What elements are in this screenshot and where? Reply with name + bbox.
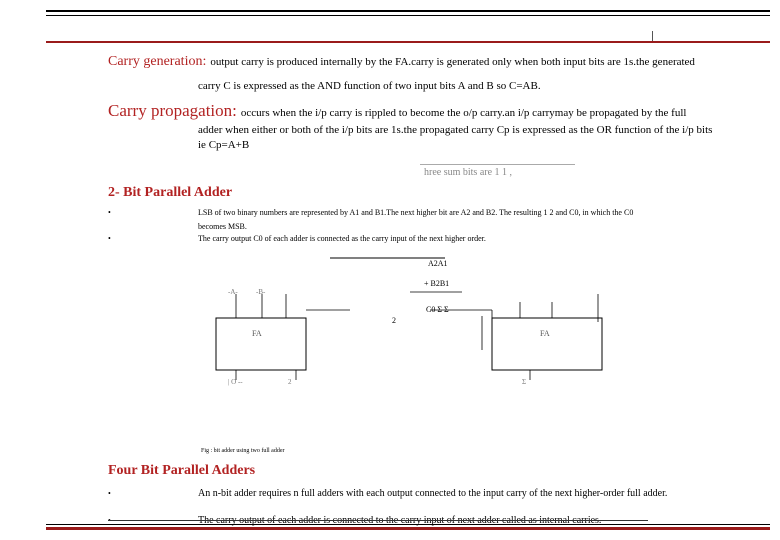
operand-b: + B2B1 [424,279,450,288]
faded-scan-snippet: hree sum bits are 1 1 , [424,167,513,178]
input-mark: -B- [256,288,266,296]
footer-rule-thin [46,524,770,525]
four-bit-bullet-1: An n-bit adder requires n full adders with each output connected to the input carry of the next higher-order full adder. [198,488,668,499]
result-label: C0 Σ Σ [426,305,449,314]
two-bit-adder-heading: 2- Bit Parallel Adder [108,185,233,200]
carry-generation-line1: output carry is produced internally by the FA.carry is generated only when both input bits are 1s.the generated [210,56,695,68]
full-adder-right-label: FA [540,329,550,338]
bullet-symbol: • [108,234,111,243]
mid-number: 2 [392,316,396,325]
input-mark: -A- [228,288,238,296]
carry-generation-section [108,52,778,70]
bullet-symbol: • [108,208,111,217]
two-bit-bullet-1: LSB of two binary numbers are represented by A1 and B1.The next higher bit are A2 and B2. The resulting 1 2 and C0, in which the C0 [198,208,634,217]
bottom-strike-rule [108,520,648,521]
output-mark: Σ [522,378,527,386]
top-rule-thin [46,15,770,16]
header-accent-rule [46,41,770,43]
carry-generation-heading: Carry generation: [108,54,207,69]
two-bit-bullet-2: The carry output C0 of each adder is connected as the carry input of the next higher order. [198,234,486,243]
full-adder-left [216,318,306,370]
top-rule-thick [46,10,770,12]
output-mark: 2 [288,378,292,386]
carry-generation-line2: carry C is expressed as the AND function of two input bits A and B so C=AB. [198,80,541,92]
carry-propagation-heading: Carry propagation: [108,101,237,120]
figure-caption: Fig : bit adder using two full adder [201,448,285,454]
full-adder-left-label: FA [252,329,262,338]
operand-a: A2A1 [428,259,448,268]
carry-propagation-section [108,101,778,121]
carry-propagation-line1: occurs when the i/p carry is rippled to become the o/p carry.an i/p carrymay be propagated by the full [240,107,687,119]
header-tick [652,31,653,41]
two-bit-bullet-1-cont: becomes MSB. [198,222,247,231]
bullet-symbol: • [108,489,111,498]
two-full-adder-diagram [200,250,620,390]
output-mark: | O -- [228,378,243,386]
footer-accent-rule [46,527,770,530]
full-adder-right [492,318,602,370]
four-bit-adder-heading: Four Bit Parallel Adders [108,463,256,478]
carry-propagation-line2: adder when either or both of the i/p bits are 1s.the propagated carry Cp is expressed as the OR function of the i/p bits [198,124,713,136]
snippet-underline [420,164,575,165]
carry-propagation-line3: ie Cp=A+B [198,139,250,151]
